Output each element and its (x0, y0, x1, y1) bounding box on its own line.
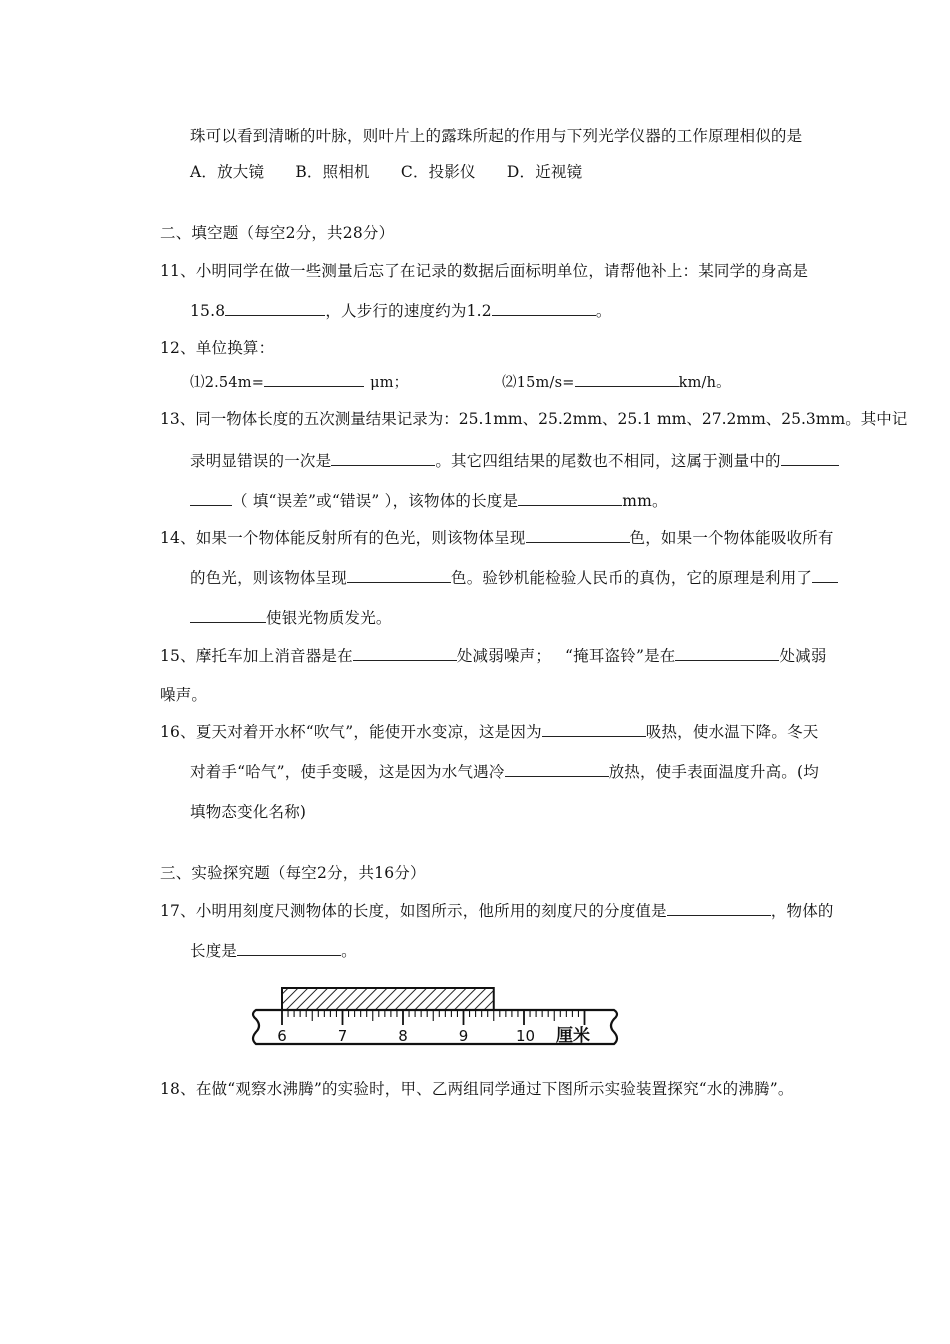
q17-blank-2 (237, 941, 341, 956)
option-c: C．投影仪 (400, 163, 476, 181)
q17-text-c: 长度是 (190, 942, 238, 960)
q14-text-c: 的色光，则该物体呈现 (190, 569, 348, 587)
q11-blank-2 (492, 301, 596, 316)
q17-text-b: ，物体的 (770, 902, 834, 920)
q16-text-d: 放热，使手表面温度升高。(均 (608, 763, 819, 781)
q13-text-d: mm。 (622, 492, 668, 510)
q10-options (190, 161, 582, 183)
q14-line3 (190, 607, 392, 629)
q15-line2: 噪声。 (160, 686, 208, 704)
q16-line3: 填物态变化名称) (190, 803, 307, 821)
section-3-title: 三、实验探究题（每空2分，共16分） (160, 864, 426, 882)
q13-line2 (190, 450, 839, 472)
q13-line3 (190, 490, 668, 512)
q12-part1 (190, 372, 408, 394)
q15-blank-2 (675, 646, 779, 661)
q13-text-a: 录明显错误的一次是 (190, 452, 332, 470)
q14-line1 (160, 527, 834, 549)
q17-text-a: 17、小明用刻度尺测物体的长度，如图所示，他所用的刻度尺的分度值是 (160, 902, 667, 920)
q13-blank-3 (518, 491, 622, 506)
q17-text-d: 。 (341, 942, 357, 960)
ruler-tick-label: 10 (516, 1027, 536, 1045)
q13-line1: 13、同一物体长度的五次测量结果记录为：25.1mm、25.2mm、25.1 mm、27.2mm、25.3mm。其中记 (160, 410, 908, 428)
q14-blank-3a (812, 568, 838, 583)
section-2-title: 二、填空题（每空2分，共28分） (160, 224, 395, 242)
hatched-object-block (282, 988, 494, 1010)
q12-p2-text: ⑵15m/s= (502, 375, 575, 391)
q12-title: 12、单位换算： (160, 339, 275, 357)
q12-blank-1 (264, 372, 364, 387)
q13-blank-2b (190, 491, 232, 506)
q14-blank-2 (347, 568, 451, 583)
q14-text-d: 色。验钞机能检验人民币的真伪，它的原理是利用了 (451, 569, 813, 587)
ruler-tick-label: 7 (337, 1027, 348, 1045)
q14-text-b: 色，如果一个物体能吸收所有 (629, 529, 834, 547)
option-b: B．照相机 (295, 163, 370, 181)
q12-part2 (502, 372, 731, 394)
q17-blank-1 (667, 901, 771, 916)
q15-text-d: 处减弱 (779, 647, 827, 665)
q14-blank-3b (190, 608, 266, 623)
q16-blank-2 (505, 762, 609, 777)
q16-line1 (160, 721, 818, 743)
q15-text-a: 15、摩托车加上消音器是在 (160, 647, 353, 665)
ruler-tick-label: 9 (458, 1027, 469, 1045)
q13-blank-1 (331, 451, 435, 466)
ruler-unit-label: 厘米 (556, 1026, 590, 1046)
q11-blank-1 (225, 301, 325, 316)
ruler-figure (242, 984, 622, 1056)
q17-line2 (190, 940, 357, 962)
q16-text-a: 16、夏天对着开水杯“吹气”，能使开水变凉，这是因为 (160, 723, 542, 741)
q14-line2 (190, 567, 838, 589)
q17-line1 (160, 900, 834, 922)
q12-p1-text: ⑴2.54m= (190, 375, 265, 391)
q11-text-c: 。 (595, 302, 612, 320)
q15-text-c: “掩耳盗铃”是在 (565, 647, 676, 665)
q11-line1: 11、小明同学在做一些测量后忘了在记录的数据后面标明单位，请帮他补上：某同学的身高是 (160, 262, 809, 280)
q15-blank-1 (353, 646, 457, 661)
q11-line2 (190, 300, 612, 322)
q16-line2 (190, 761, 819, 783)
option-a: A．放大镜 (190, 163, 265, 181)
q10-line1: 珠可以看到清晰的叶脉，则叶片上的露珠所起的作用与下列光学仪器的工作原理相似的是 (190, 127, 803, 145)
q13-text-b: 。其它四组结果的尾数也不相同，这属于测量中的 (435, 452, 781, 470)
q12-p2-unit: km/h。 (678, 375, 731, 391)
q12-p1-unit: μm； (370, 375, 409, 391)
q12-blank-2 (575, 372, 679, 387)
q16-blank-1 (542, 722, 646, 737)
q16-text-b: 吸热，使水温下降。冬天 (645, 723, 819, 741)
q18-line1: 18、在做“观察水沸腾”的实验时，甲、乙两组同学通过下图所示实验装置探究“水的沸腾”。 (160, 1080, 794, 1098)
option-d: D．近视镜 (506, 163, 583, 181)
q13-text-c: （ 填“误差”或“错误” ），该物体的长度是 (232, 492, 519, 510)
ruler-tick-label: 8 (398, 1027, 408, 1045)
q11-text-b: ，人步行的速度约为1.2 (325, 302, 492, 320)
q13-blank-2a (781, 451, 839, 466)
q11-height-value: 15.8 (190, 302, 226, 320)
q14-text-a: 14、如果一个物体能反射所有的色光，则该物体呈现 (160, 529, 526, 547)
q16-text-c: 对着手“哈气”，使手变暖，这是因为水气遇冷 (190, 763, 505, 781)
measured-object (282, 988, 494, 1010)
q15-text-b: 处减弱噪声； (456, 647, 552, 665)
q15-line1 (160, 645, 827, 667)
ruler-tick-label: 6 (277, 1027, 287, 1045)
q14-blank-1 (526, 528, 630, 543)
q14-text-e: 使银光物质发光。 (266, 609, 392, 627)
